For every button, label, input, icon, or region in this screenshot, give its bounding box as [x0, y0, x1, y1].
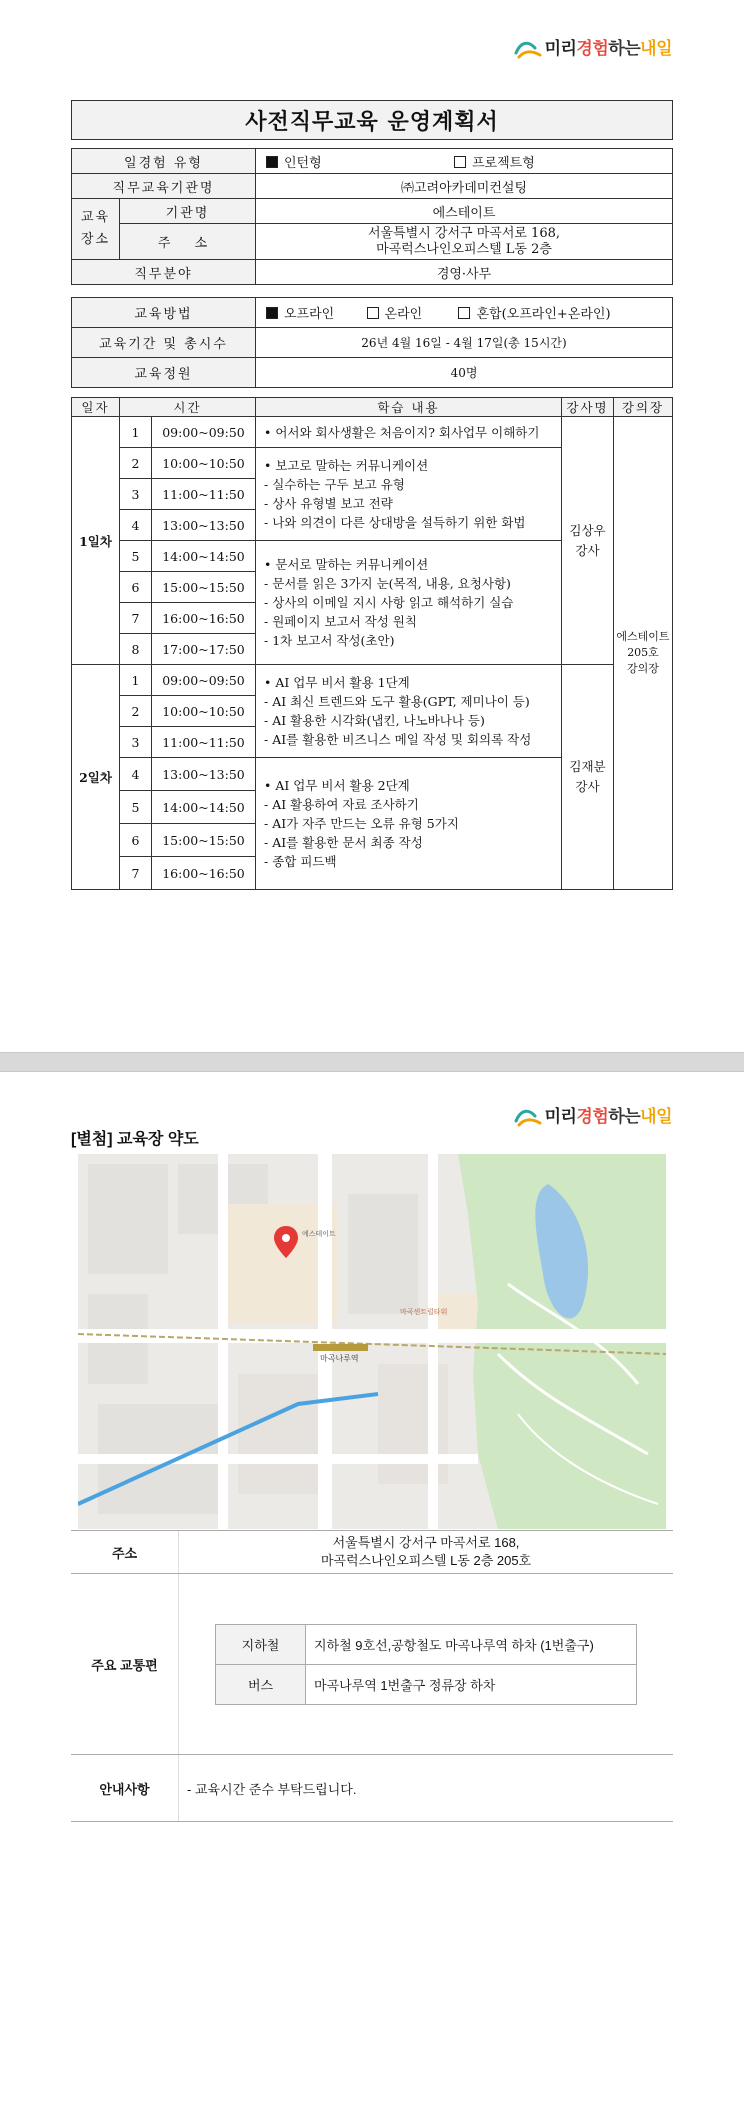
location-info: [71, 1530, 673, 1822]
place-name-value: 에스테이트: [256, 199, 673, 224]
type-option-project: 프로젝트형: [471, 155, 535, 171]
bus-value: 마곡나루역 1번출구 정류장 하차: [306, 1664, 637, 1704]
method-option-offline: 오프라인: [284, 307, 335, 322]
instructor-1-name: 김상우: [569, 522, 606, 538]
period-number: 3: [120, 479, 152, 510]
period-number: 5: [120, 541, 152, 572]
day2-label: 2일차: [72, 665, 120, 890]
content-line: - 실수하는 구두 보고 유형: [264, 477, 405, 492]
day1-content-block-3: [256, 541, 562, 665]
notice-value: - 교육시간 준수 부탁드립니다.: [187, 1781, 357, 1797]
method-table: [71, 297, 673, 388]
field-label: 직무분야: [72, 260, 256, 285]
content-line: - 1차 보고서 작성(초안): [264, 633, 395, 648]
map-center-label: 마곡센트럴타워: [400, 1308, 448, 1316]
time-slot: 17:00~17:50: [152, 634, 256, 665]
brand-logo: [513, 1102, 672, 1128]
method-options: [256, 298, 673, 328]
swoosh-logo-icon: [513, 1106, 543, 1128]
room-line-3: 강의장: [627, 662, 659, 675]
place-label-text: 교육 장소: [80, 210, 111, 247]
content-line: • AI 업무 비서 활용 1단계: [264, 675, 410, 690]
period-number: 1: [120, 665, 152, 696]
period-number: 4: [120, 758, 152, 791]
content-line: - 원페이지 보고서 작성 원칙: [264, 614, 417, 629]
time-slot: 14:00~14:50: [152, 791, 256, 824]
logo-text-1: 미리: [544, 39, 577, 59]
day1-label: 1일차: [72, 417, 120, 665]
place-name-label: 기관명: [120, 199, 256, 224]
type-label: 일경험 유형: [72, 149, 256, 174]
time-slot: 11:00~11:50: [152, 727, 256, 758]
instructor-2: [562, 665, 614, 890]
content-line: - AI 최신 트렌드와 도구 활용(GPT, 제미나이 등): [264, 694, 530, 709]
subway-label: 지하철: [216, 1624, 306, 1664]
capacity-value: 40명: [256, 358, 673, 388]
checkbox-offline-checked[interactable]: [266, 307, 278, 319]
map-image: [78, 1154, 666, 1529]
content-line: • AI 업무 비서 활용 2단계: [264, 778, 410, 793]
instructor-1: [562, 417, 614, 665]
period-number: 8: [120, 634, 152, 665]
content-line: - AI가 자주 만드는 오류 유형 5가지: [264, 816, 459, 831]
time-slot: 14:00~14:50: [152, 541, 256, 572]
org-value: ㈜고려아카데미컨설팅: [256, 174, 673, 199]
logo-text-2: 경험: [576, 39, 609, 59]
logo-text-3: 하는: [608, 1107, 641, 1127]
period-number: 2: [120, 448, 152, 479]
content-line: • 문서로 말하는 커뮤니케이션: [264, 557, 429, 572]
address-line-1: 서울특별시 강서구 마곡서로 168,: [367, 225, 561, 241]
period-number: 2: [120, 696, 152, 727]
checkbox-project[interactable]: [454, 156, 466, 168]
checkbox-hybrid[interactable]: [458, 307, 470, 319]
bus-label: 버스: [216, 1664, 306, 1704]
address-label: 주 소: [120, 224, 256, 260]
room: [614, 417, 673, 890]
field-value: 경영·사무: [256, 260, 673, 285]
type-options: [256, 149, 673, 174]
instructor-2-title: 강사: [575, 779, 600, 794]
time-slot: 16:00~16:50: [152, 857, 256, 890]
content-line: - 문서를 읽은 3가지 눈(목적, 내용, 요청사항): [264, 576, 511, 591]
header-date: 일자: [72, 398, 120, 417]
subway-value: 지하철 9호선,공항철도 마곡나루역 하차 (1번출구): [306, 1624, 637, 1664]
logo-text-4: 내일: [640, 1107, 672, 1127]
basic-info-table: [71, 148, 673, 285]
address-line-2: 마곡럭스나인오피스텔 L동 2층: [376, 241, 552, 257]
content-line: - AI를 활용한 비즈니스 메일 작성 및 회의록 작성: [264, 732, 532, 747]
address-line-2: 마곡럭스나인오피스텔 L동 2층 205호: [320, 1553, 532, 1568]
swoosh-logo-icon: [513, 38, 543, 60]
period-value: 26년 4월 16일 - 4월 17일(총 15시간): [256, 328, 673, 358]
period-number: 6: [120, 824, 152, 857]
address-value: [256, 224, 673, 260]
page-2: [0, 1072, 744, 2116]
day1-content-block-1: [256, 417, 562, 448]
period-label: 교육기간 및 총시수: [72, 328, 256, 358]
time-slot: 13:00~13:50: [152, 758, 256, 791]
time-slot: 09:00~09:50: [152, 417, 256, 448]
time-slot: 10:00~10:50: [152, 448, 256, 479]
notice-label: 안내사항: [71, 1755, 179, 1821]
content-line: - 종합 피드백: [264, 854, 337, 869]
header-time: 시간: [120, 398, 256, 417]
location-map[interactable]: [78, 1154, 666, 1529]
day1-content-block-2: [256, 448, 562, 541]
type-option-intern: 인턴형: [284, 155, 322, 171]
header-instructor: 강사명: [562, 398, 614, 417]
room-line-1: 에스테이트: [616, 630, 670, 643]
period-number: 6: [120, 572, 152, 603]
period-number: 7: [120, 857, 152, 890]
instructor-1-title: 강사: [575, 542, 600, 558]
method-label: 교육방법: [72, 298, 256, 328]
content-line: - AI 활용하여 자료 조사하기: [264, 797, 419, 812]
day2-content-block-1: [256, 665, 562, 758]
section-title: [별첨] 교육장 약도: [71, 1131, 199, 1148]
address-line-1: 서울특별시 강서구 마곡서로 168,: [332, 1535, 520, 1550]
period-number: 5: [120, 791, 152, 824]
page-1: [0, 0, 744, 1052]
time-slot: 09:00~09:50: [152, 665, 256, 696]
time-slot: 16:00~16:50: [152, 603, 256, 634]
logo-text-4: 내일: [640, 39, 672, 59]
time-slot: 11:00~11:50: [152, 479, 256, 510]
period-number: 7: [120, 603, 152, 634]
transport-label: 주요 교통편: [71, 1574, 179, 1754]
method-option-hybrid: 혼합(오프라인+온라인): [476, 307, 611, 322]
address-label: 주소: [71, 1531, 179, 1573]
logo-text-2: 경험: [576, 1107, 609, 1127]
content-line: - 상사의 이메일 지시 사항 읽고 해석하기 실습: [264, 595, 514, 610]
schedule-table: [71, 397, 673, 890]
instructor-2-name: 김재분: [569, 759, 606, 774]
logo-text-3: 하는: [608, 39, 641, 59]
period-number: 3: [120, 727, 152, 758]
header-content: 학습 내용: [256, 398, 562, 417]
transport-table: [215, 1624, 637, 1705]
document-title: 사전직무교육 운영계획서: [71, 100, 673, 140]
content-line: • 보고로 말하는 커뮤니케이션: [264, 458, 429, 473]
method-option-online: 온라인: [384, 307, 423, 322]
content-line: - AI 활용한 시각화(냅킨, 나노바나나 등): [264, 713, 485, 728]
checkbox-online[interactable]: [367, 307, 379, 319]
logo-text-1: 미리: [544, 1107, 577, 1127]
period-number: 1: [120, 417, 152, 448]
content-line: - 나와 의견이 다른 상대방을 설득하기 위한 화법: [264, 515, 526, 530]
content-line: - AI를 활용한 문서 최종 작성: [264, 835, 423, 850]
header-room: 강의장: [614, 398, 673, 417]
brand-logo: [513, 34, 672, 60]
room-line-2: 205호: [627, 646, 659, 659]
period-number: 4: [120, 510, 152, 541]
time-slot: 15:00~15:50: [152, 572, 256, 603]
place-label: [72, 199, 120, 260]
page-separator: [0, 1052, 744, 1072]
transport-value: [179, 1574, 673, 1754]
map-pin-label: 에스테이트: [302, 1230, 336, 1238]
content-line: - 상사 유형별 보고 전략: [264, 496, 393, 511]
map-station-label: 마곡나루역: [320, 1354, 359, 1363]
org-label: 직무교육기관명: [72, 174, 256, 199]
time-slot: 13:00~13:50: [152, 510, 256, 541]
checkbox-intern-checked[interactable]: [266, 156, 278, 168]
day2-content-block-2: [256, 758, 562, 890]
content-line: • 어서와 회사생활은 처음이지? 회사업무 이해하기: [264, 424, 540, 440]
time-slot: 15:00~15:50: [152, 824, 256, 857]
address-value: [179, 1531, 673, 1573]
capacity-label: 교육정원: [72, 358, 256, 388]
time-slot: 10:00~10:50: [152, 696, 256, 727]
